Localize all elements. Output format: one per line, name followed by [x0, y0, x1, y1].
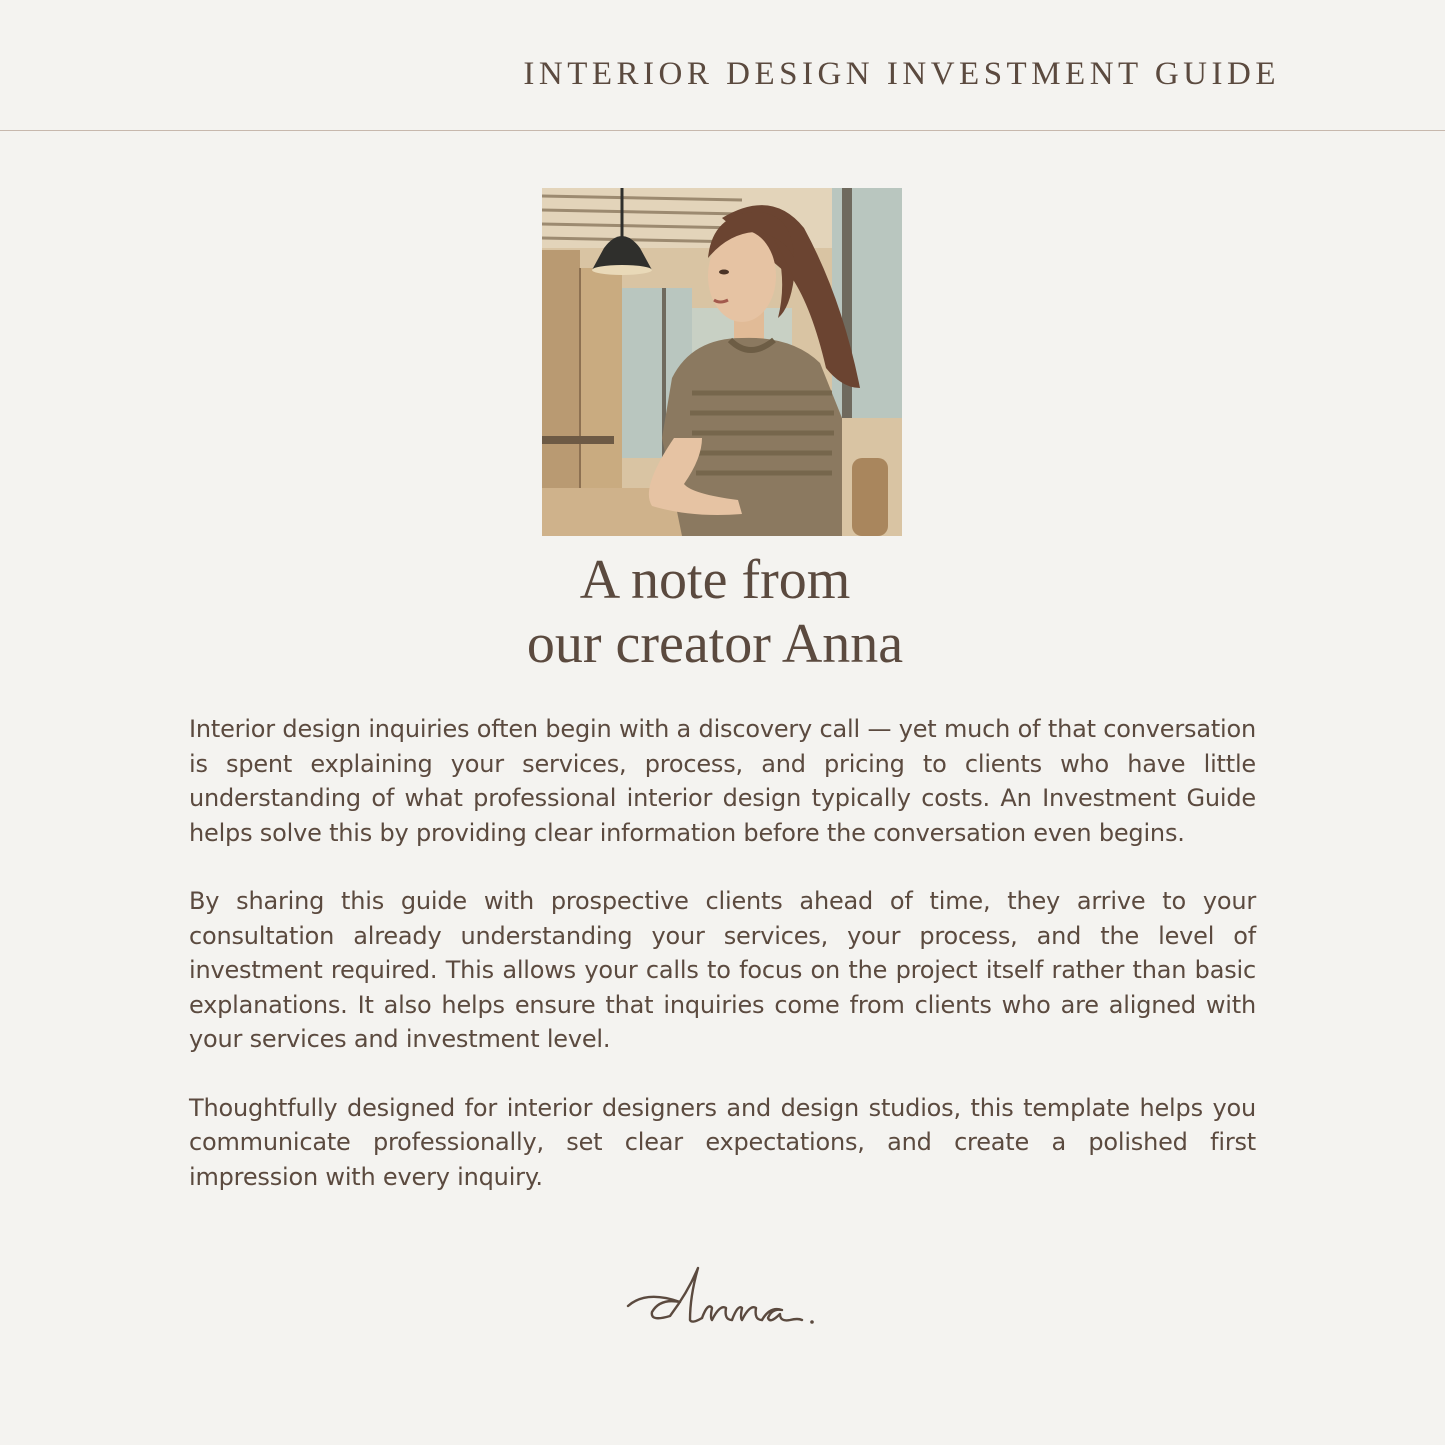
note-heading — [380, 548, 1050, 676]
note-heading-line-2: our creator Anna — [526, 613, 904, 675]
body-paragraph-3: Thoughtfully designed for interior designers and design studios, this template helps you communicate professionally, set clear expectations, and create a polished first impression with every inquiry. — [189, 1093, 1256, 1191]
note-heading-line-1: A note from — [579, 549, 851, 611]
signature-anna — [620, 1262, 830, 1342]
note-body — [189, 712, 1256, 1228]
portrait-illustration — [542, 188, 902, 536]
header-divider — [0, 130, 1445, 131]
body-paragraph-1: Interior design inquiries often begin with a discovery call — yet much of that conversation is spent explaining your services, process, and pricing to clients who have little understanding of what professional interior design typically costs. An Investment Guide helps solve this by providing clear information before the conversation even begins. — [189, 715, 1256, 847]
document-header-title: INTERIOR DESIGN INVESTMENT GUIDE — [523, 56, 1280, 92]
body-paragraph-2: By sharing this guide with prospective clients ahead of time, they arrive to your consultation already understanding your services, your process, and the level of investment required. This allows your calls to focus on the project itself rather than basic explanations. It also helps ensure that inquiries come from clients who are aligned with your services and investment level. — [189, 887, 1256, 1053]
